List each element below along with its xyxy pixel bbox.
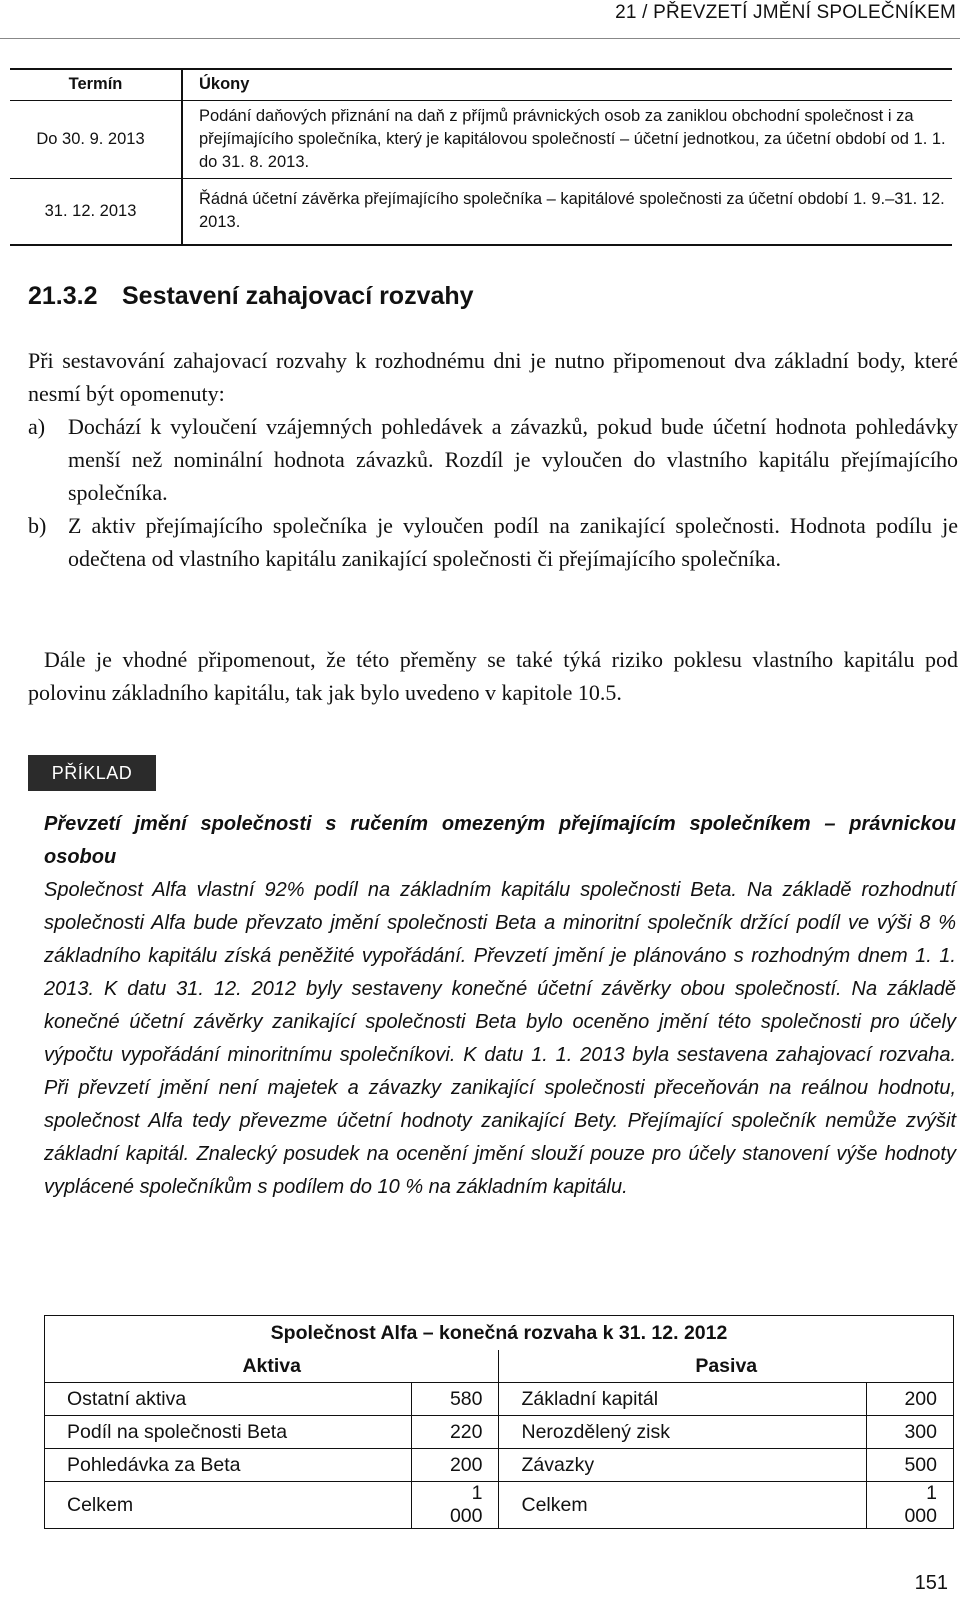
section-number: 21.3.2 [28,282,98,310]
balance-header-row [45,1350,954,1383]
schedule-col-term: Termín [68,74,123,93]
asset-value: 200 [412,1449,499,1482]
liability-label: Základní kapitál [499,1383,866,1416]
liability-label: Závazky [499,1449,866,1482]
list-item [28,509,958,575]
asset-value: 580 [412,1383,499,1416]
section-title: Sestavení zahajovací rozvahy [122,282,474,310]
liability-value: 200 [866,1383,954,1416]
example-box [44,808,956,1204]
list-item-text: Dochází k vyloučení vzájemných pohledávek a závazků, pokud bude účetní hodnota pohledávky menší než nominální hodnota závazků. Rozdíl je vyloučen do vlastního kapitálu přejímajícího společníka. [68,414,958,505]
schedule-row [10,100,952,178]
assets-header: Aktiva [45,1350,499,1383]
section-heading [28,282,474,311]
balance-sheet-table [44,1315,954,1529]
header-rule [0,38,960,39]
schedule-action: Řádná účetní závěrka přejímajícího společníka – kapitálové společnosti za účetní období 1. 9.–31. 12. 2013. [199,190,945,231]
liabilities-header: Pasiva [499,1350,954,1383]
asset-label: Ostatní aktiva [45,1383,412,1416]
liability-value: 300 [866,1416,954,1449]
asset-label: Podíl na společnosti Beta [45,1416,412,1449]
asset-value: 1 000 [412,1482,499,1529]
section-body [28,344,958,575]
running-head: 21 / PŘEVZETÍ JMĚNÍ SPOLEČNÍKEM [615,2,956,23]
table-row [45,1416,954,1449]
balance-caption-row [45,1316,954,1351]
liability-value: 1 000 [866,1482,954,1529]
table-row [45,1383,954,1416]
example-title: Převzetí jmění společnosti s ručením omezeným přejímajícím společníkem – právnickou osobou [44,813,956,868]
table-row [45,1449,954,1482]
liability-label: Celkem [499,1482,866,1529]
closing-paragraph: Dále je vhodné připomenout, že této přeměny se také týká riziko poklesu vlastního kapitálu pod polovinu základního kapitálu, tak jak bylo uvedeno v kapitole 10.5. [28,647,958,705]
schedule-action: Podání daňových přiznání na daň z příjmů právnických osob za zaniklou obchodní společnost i za přejímajícího společníka, který je kapitálovou společností – účetní jednotkou, za účetní období od 1. 1. do 31. 8. 2013. [199,106,946,171]
list-item-label: a) [28,414,46,439]
schedule-row [10,178,952,244]
balance-sheet-caption: Společnost Alfa – konečná rozvaha k 31. 12. 2012 [45,1316,954,1351]
list-item-label: b) [28,513,47,538]
schedule-term: Do 30. 9. 2013 [36,129,145,148]
asset-label: Celkem [45,1482,412,1529]
table-row [45,1482,954,1529]
list-item [28,410,958,509]
asset-label: Pohledávka za Beta [45,1449,412,1482]
schedule-table [10,68,952,244]
liability-value: 500 [866,1449,954,1482]
schedule-term: 31. 12. 2013 [44,201,137,220]
schedule-header-row [10,68,952,100]
page-number: 151 [914,1572,948,1594]
liability-label: Nerozdělený zisk [499,1416,866,1449]
intro-paragraph: Při sestavování zahajovací rozvahy k rozhodnému dni je nutno připomenout dva základní body, které nesmí být opomenuty: [28,348,958,406]
schedule-col-actions: Úkony [199,74,250,93]
example-badge: PŘÍKLAD [28,755,156,791]
list-item-text: Z aktiv přejímajícího společníka je vyloučen podíl na zanikající společnosti. Hodnota podílu je odečtena od vlastního kapitálu zanikající společnosti či přejímajícího společníka. [68,513,958,571]
asset-value: 220 [412,1416,499,1449]
example-paragraph: Společnost Alfa vlastní 92% podíl na základním kapitálu společnosti Beta. Na základě rozhodnutí společnosti Alfa bude převzato jmění společnosti Beta a minoritní společník držící podíl ve výši 8 % základního kapitálu získá peněžité vypořádání. Převzetí jmění je plánováno s rozhodným dnem 1. 1. 2013. K datu 31. 12. 2012 byly sestaveny konečné účetní závěrky obou společností. Na základě konečné účetní závěrky zanikající společnosti Beta bylo oceněno jmění této společnosti pro účely výpočtu vypořádání minoritnímu společníkovi. K datu 1. 1. 2013 byla sestavena zahajovací rozvaha. Při převzetí jmění není majetek a závazky zanikající společnosti přeceňován na reálnou hodnotu, společnost Alfa tedy převezme účetní hodnoty zanikající Bety. Přejímající společník nemůže zvýšit základní kapitál. Znalecký posudek na ocenění jmění slouží pouze pro účely stanovení výše hodnoty vyplácené společníkům s podílem do 10 % na základním kapitálu. [44,879,956,1198]
